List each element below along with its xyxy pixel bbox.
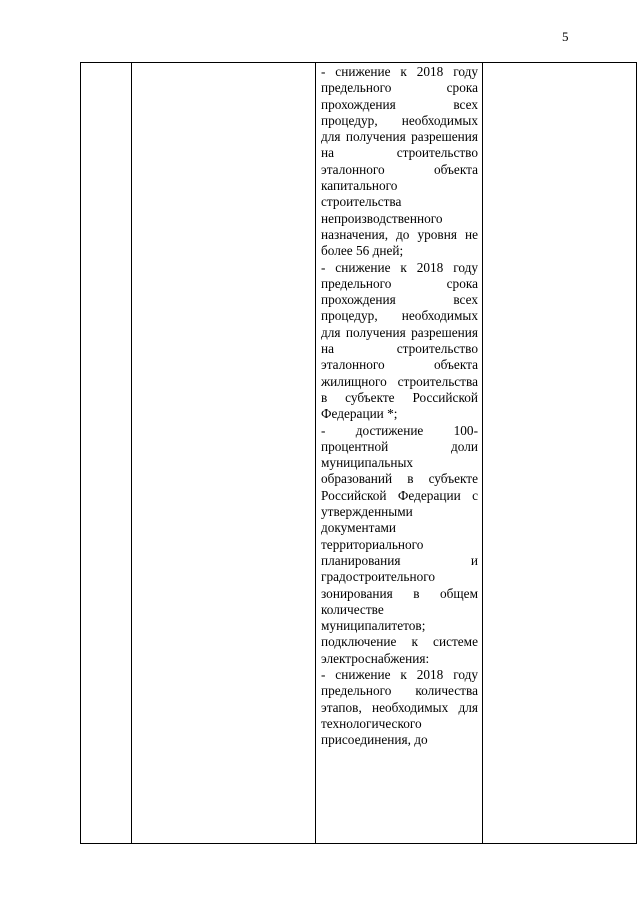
indicators-text [316,63,482,843]
table-cell-notes [483,63,637,844]
indicator-paragraph: - достижение 100-процентной доли муниципальных образований в субъекте Российской Федерации с утвержденными документами территориального планирования и градостроительного зонирования в общем количестве муниципалитетов; [321,422,478,634]
table-row [81,63,637,844]
table-cell-name [132,63,316,844]
indicator-paragraph: - снижение к 2018 году предельного срока прохождения всех процедур, необходимых для получения разрешения на строительство эталонного объекта капитального строительства непроизводственного назначения, до уровня не более 56 дней; [321,64,478,259]
table-cell-number [81,63,132,844]
table-cell-indicators [316,63,483,844]
indicator-paragraph: подключение к системе электроснабжения: [321,634,478,666]
indicator-paragraph: - снижение к 2018 году предельного срока прохождения всех процедур, необходимых для получения разрешения на строительство эталонного объекта жилищного строительства в субъекте Российской Федерации *; [321,259,478,422]
page-number: 5 [562,29,569,44]
indicator-paragraph: - снижение к 2018 году предельного количества этапов, необходимых для технологического присоединения, до [321,666,478,748]
program-table [80,62,637,844]
